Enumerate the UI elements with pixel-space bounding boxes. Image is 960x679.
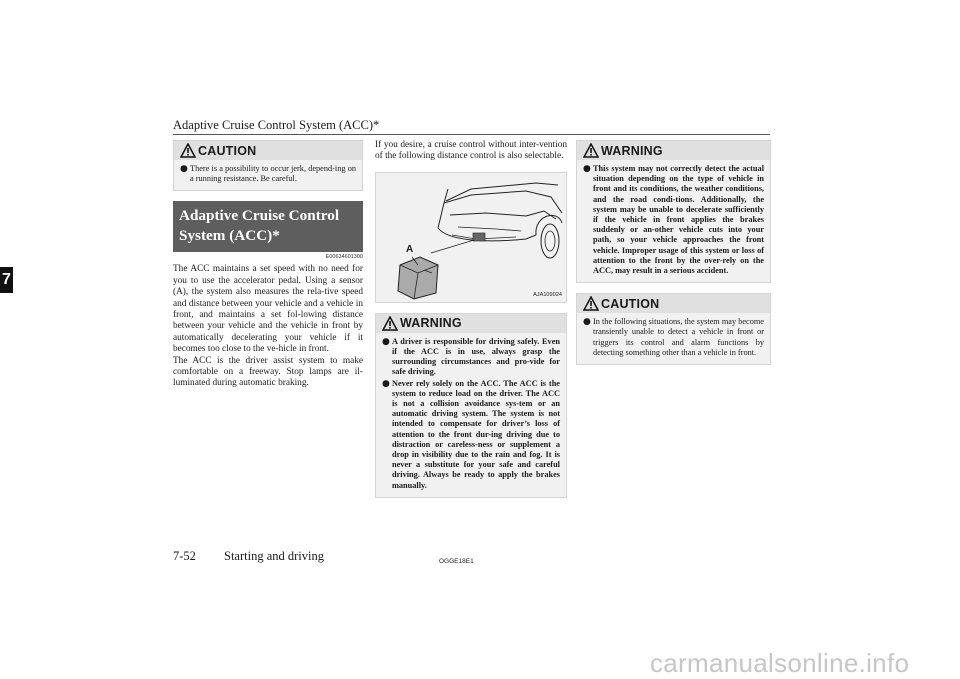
section-title: Adaptive Cruise Control System (ACC)* — [173, 201, 363, 252]
list-item: ● This system may not correctly detect the actual situation depending on the type of vehicle in front and its conditions, the weather conditions, and the road condi-tions. Additionally, the system may be unable to decelerate sufficiently if the vehicle in front applies the brakes suddenly or an-other vehicle cuts into your path, so your vehicle approaches the front vehicle. Improper usage of this system or loss of attention to the front by the over-rely on the ACC, may result in a serious accident. — [583, 164, 764, 276]
warning-label: WARNING — [601, 143, 663, 158]
section-code: E00634601300 — [325, 254, 363, 261]
list-item: ● Never rely solely on the ACC. The ACC is the system to reduce load on the driver. The ACC is not a collision avoidance sys-tem or an automatic driving system. The system is not intended to compensate for driver’s loss of attention to the front dur-ing driving due to distraction or careless-ness or supplement a drop in visibility due to the rain and fog. It is never a substitute for your safe and careful driving. Always be ready to apply the brakes manually. — [382, 378, 560, 490]
chapter-tab: 7 — [0, 267, 13, 293]
caution-header — [174, 141, 362, 160]
callout-label: A — [406, 243, 414, 255]
footer-section-name: Starting and driving — [224, 549, 324, 563]
sensor-illustration — [375, 172, 567, 303]
column-left — [173, 140, 363, 390]
warning-triangle-icon — [583, 296, 599, 311]
caution-label: CAUTION — [198, 143, 257, 158]
caution-header — [577, 294, 770, 313]
caution-label: CAUTION — [601, 296, 660, 311]
warning-header — [577, 141, 770, 160]
list-item: ● A driver is responsible for driving safely. Even if the ACC is in use, always grasp the surrounding circumstances and pro-vide for safe driving. — [382, 336, 560, 377]
bullet-icon: ● — [583, 164, 591, 174]
intro-paragraph: The ACC is the driver assist system to make comfortable on a freeway. Stop lamps are il-luminated during automatic braking. — [173, 355, 363, 389]
header-title: Adaptive Cruise Control System (ACC)* — [173, 118, 380, 132]
watermark: carmanualsonline.info — [650, 648, 910, 678]
column-middle — [375, 140, 567, 498]
header-rule — [173, 134, 770, 135]
page-number: 7-52 — [173, 549, 196, 563]
bullet-icon: ● — [180, 164, 188, 174]
column-right — [576, 140, 771, 365]
list-item: ● In the following situations, the system may become transiently unable to detect a vehicle in front or triggers its control and alarm functions by detecting something other than a vehicle in front. — [583, 317, 764, 357]
footer-doc-code: OGGE18E1 — [439, 558, 474, 565]
illustration-code: AJA109024 — [533, 291, 562, 298]
caution-box-top — [173, 140, 363, 191]
caution-box-right — [576, 293, 771, 365]
list-item: ● There is a possibility to occur jerk, depend-ing on a running resistance. Be careful. — [180, 164, 356, 184]
bullet-icon: ● — [583, 317, 591, 328]
bullet-icon: ● — [382, 336, 390, 347]
cruise-control-paragraph: If you desire, a cruise control without inter-vention of the following distance control is also selectable. — [375, 140, 567, 162]
warning-triangle-icon — [180, 143, 196, 158]
warning-label: WARNING — [400, 316, 462, 331]
warning-box-right — [576, 140, 771, 283]
intro-paragraph: The ACC maintains a set speed with no need for you to use the accelerator pedal. Using a sensor (A), the system also measures the rela-tive speed and distance between your vehicle and a vehicle in front, and maintains a set fol-lowing distance between your vehicle and the vehicle in front by automatically decelerating your vehicle if it becomes too close to the ve-hicle in front. — [173, 264, 363, 355]
warning-triangle-icon — [382, 316, 398, 331]
car-front-sensor-icon — [376, 173, 566, 302]
bullet-icon: ● — [382, 378, 390, 389]
warning-triangle-icon — [583, 143, 599, 158]
warning-box-middle — [375, 313, 567, 498]
warning-header — [376, 314, 566, 333]
